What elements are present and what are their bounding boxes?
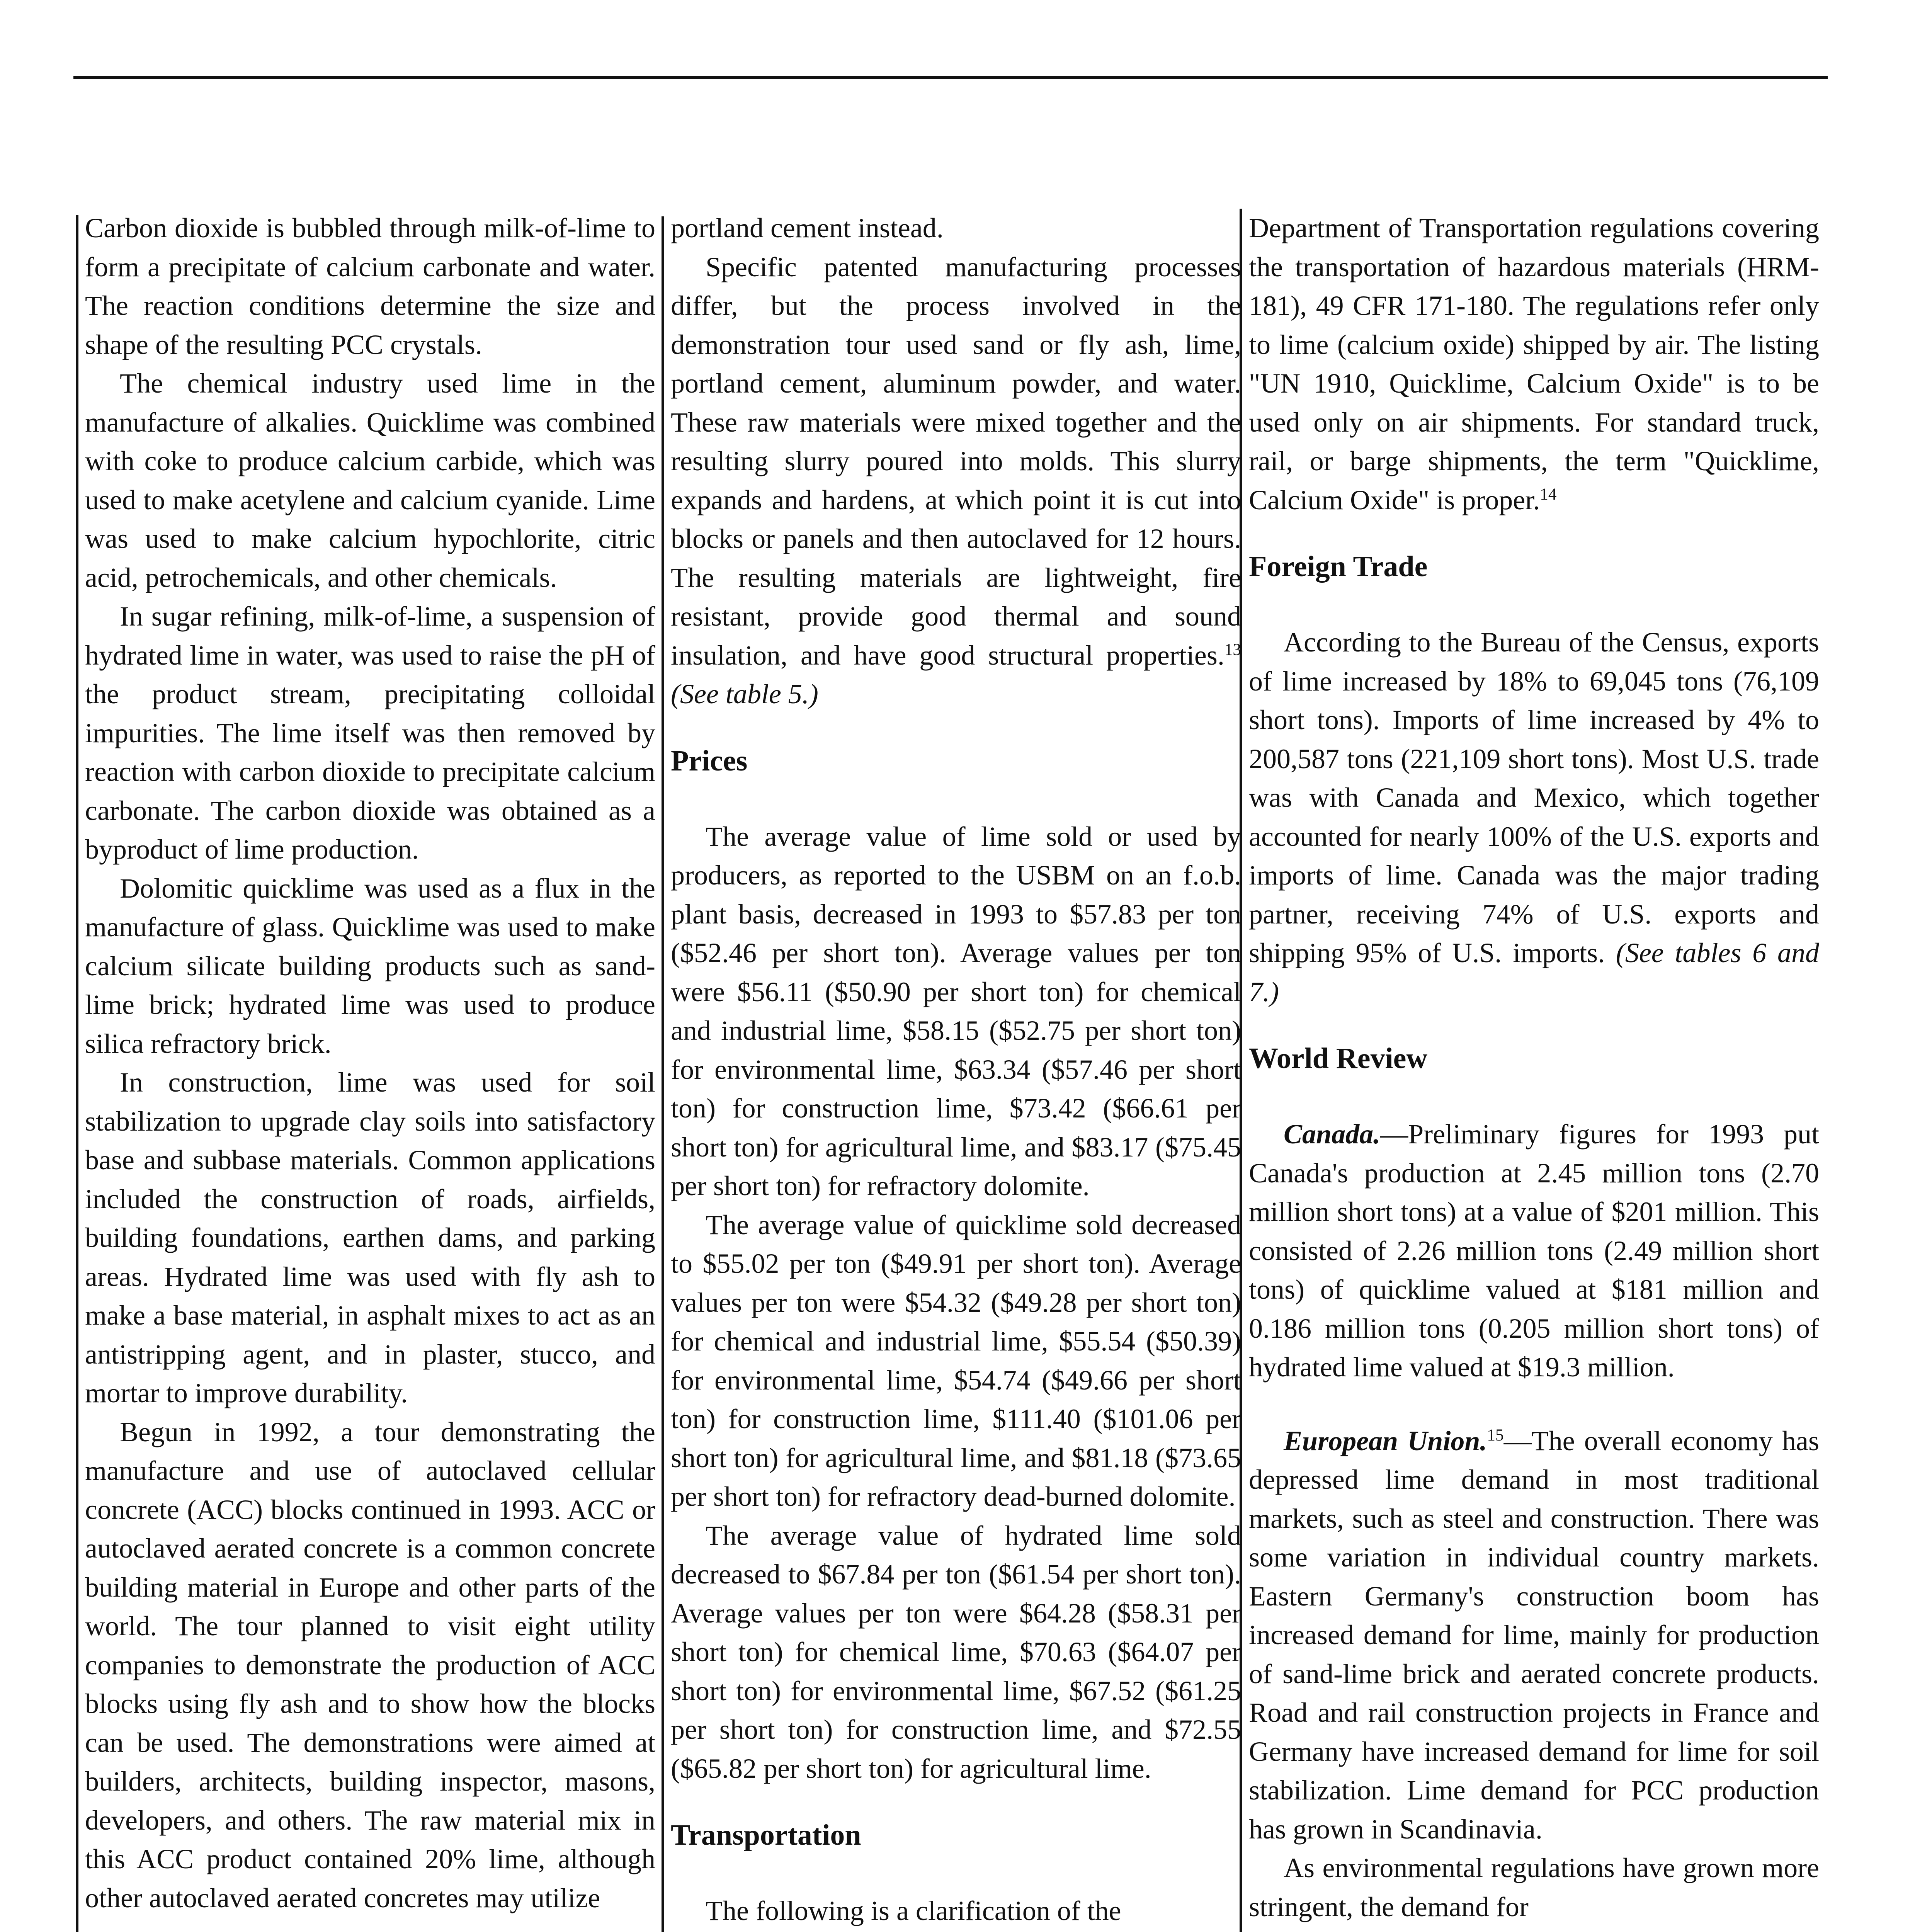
paragraph: The average value of quicklime sold decreased to $55.02 per ton ($49.91 per short ton). Average values per ton were $54.32 ($49.28 per short ton) for chemical and industrial lime, $55.54 ($50.39) for environmental lime, $54.74 ($49.66 per short ton) for construction lime, $111.40 ($101.06 per short ton) for agricultural lime, and $81.18 ($73.65 per short ton) for refractory dead-burned dolomite. (671, 1209, 1241, 1512)
country-label: Canada. (1284, 1119, 1381, 1150)
paragraph: Dolomitic quicklime was used as a flux in the manufacture of glass. Quicklime was used to make calcium silicate building products such as sand-lime brick; hydrated lime was used to produce silica refractory brick. (85, 872, 655, 1059)
column-1 (85, 209, 655, 1917)
table-reference: (See tables 6 and 7.) (1249, 937, 1820, 1007)
section-heading-foreign-trade: Foreign Trade (1249, 550, 1428, 583)
paragraph: In sugar refining, milk-of-lime, a suspension of hydrated lime in water, was used to raise the pH of the product stream, precipitating colloidal impurities. The lime itself was then removed by reaction with carbon dioxide to precipitate calcium carbonate. The carbon dioxide was obtained as a byproduct of lime production. (85, 601, 655, 865)
column-rule-left (76, 215, 78, 1932)
paragraph (1249, 209, 1819, 519)
paragraph (671, 248, 1241, 714)
top-rule (73, 76, 1828, 79)
paragraph-text: Department of Transportation regulations covering the transportation of hazardous materials (HRM-181), 49 CFR 171-180. The regulations refer only to lime (calcium oxide) shipped by air. The listing "UN 1910, Quicklime, Calcium Oxide" is to be used only on air shipments. For standard truck, rail, or barge shipments, the term "Quicklime, Calcium Oxide" is proper. (1249, 213, 1819, 515)
table-reference: (See table 5.) (671, 679, 818, 709)
region-label: European Union. (1284, 1425, 1487, 1456)
paragraph: The average value of lime sold or used by producers, as reported to the USBM on an f.o.b. plant basis, decreased in 1993 to $57.83 per ton ($52.46 per short ton). Average values per ton were $56.11 ($50.90 per short ton) for chemical and industrial lime, $58.15 ($52.75 per short ton) for environmental lime, $63.34 ($57.46 per short ton) for construction lime, $73.42 ($66.61 per short ton) for agricultural lime, and $83.17 ($75.45 per short ton) for refractory dolomite. (671, 821, 1241, 1201)
paragraph (1249, 1115, 1819, 1387)
paragraph (1249, 1422, 1819, 1849)
paragraph: Carbon dioxide is bubbled through milk-of-lime to form a precipitate of calcium carbonate and water. The reaction conditions determine the size and shape of the resulting PCC crystals. (85, 213, 655, 360)
paragraph: In construction, lime was used for soil stabilization to upgrade clay soils into satisfactory base and subbase materials. Common applications included the construction of roads, airfields, building foundations, earthen dams, and parking areas. Hydrated lime was used with fly ash to make a base material, in asphalt mixes to act as an antistripping agent, and in plaster, stucco, and mortar to improve durability. (85, 1067, 655, 1408)
footnote-ref: 14 (1540, 485, 1557, 503)
paragraph: The following is a clarification of the (706, 1895, 1121, 1926)
footnote-ref: 15 (1487, 1426, 1504, 1444)
paragraph-text: Specific patented manufacturing processes differ, but the process involved in the demonstration tour used sand or fly ash, lime, portland cement, aluminum powder, and water. These raw materials were mixed together and the resulting slurry poured into molds. This slurry expands and hardens, at which point it is cut into blocks or panels and then autoclaved for 12 hours. The resulting materials are lightweight, fire resistant, provide good thermal and sound insulation, and have good structural properties. (671, 251, 1241, 671)
paragraph-text: According to the Bureau of the Census, exports of lime increased by 18% to 69,045 tons (76,109 short tons). Imports of lime increased by 4% to 200,587 tons (221,109 short tons). Most U.S. trade was with Canada and Mexico, which together accounted for nearly 100% of the U.S. exports and imports of lime. Canada was the major trading partner, receiving 74% of U.S. exports and shipping 95% of U.S. imports. (1249, 627, 1819, 968)
spacer (1249, 1387, 1819, 1422)
section-heading-transportation: Transportation (671, 1819, 861, 1851)
column-3 (1249, 209, 1819, 1926)
paragraph: portland cement instead. (671, 213, 944, 243)
paragraph (1249, 623, 1819, 1011)
column-rule-1 (662, 216, 664, 1932)
column-2 (671, 209, 1241, 1930)
footnote-ref: 13 (1224, 640, 1241, 659)
paragraph: The average value of hydrated lime sold decreased to $67.84 per ton ($61.54 per short ton). Average values per ton were $64.28 ($58.31 per short ton) for chemical lime, $70.63 ($64.07 per short ton) for environmental lime, $67.52 ($61.25 per short ton) for construction lime, and $72.55 ($65.82 per short ton) for agricultural lime. (671, 1520, 1241, 1784)
paragraph: The chemical industry used lime in the manufacture of alkalies. Quicklime was combined with coke to produce calcium carbide, which was used to make acetylene and calcium cyanide. Lime was used to make calcium hypochlorite, citric acid, petrochemicals, and other chemicals. (85, 368, 655, 593)
paragraph-text: —The overall economy has depressed lime demand in most traditional markets, such as steel and construction. There was some variation in individual country markets. Eastern Germany's construction boom has increased demand for lime, mainly for production of sand-lime brick and aerated concrete products. Road and rail construction projects in France and Germany have increased demand for lime for soil stabilization. Lime demand for PCC production has grown in Scandinavia. (1249, 1425, 1820, 1845)
paragraph: Begun in 1992, a tour demonstrating the manufacture and use of autoclaved cellular concrete (ACC) blocks continued in 1993. ACC or autoclaved aerated concrete is a common concrete building material in Europe and other parts of the world. The tour planned to visit eight utility companies to demonstrate the production of ACC blocks using fly ash and to show how the blocks can be used. The demonstrations were aimed at builders, architects, building inspector, masons, developers, and others. The raw material mix in this ACC product contained 20% lime, although other autoclaved aerated concretes may utilize (85, 1416, 655, 1913)
section-heading-world-review: World Review (1249, 1042, 1428, 1075)
paragraph-text: —Preliminary figures for 1993 put Canada's production at 2.45 million tons (2.70 million short tons) at a value of $201 million. This consisted of 2.26 million tons (2.49 million short tons) of quicklime valued at $181 million and 0.186 million tons (0.205 million short tons) of hydrated lime valued at $19.3 million. (1249, 1119, 1819, 1383)
paragraph: As environmental regulations have grown more stringent, the demand for (1249, 1852, 1819, 1922)
section-heading-prices: Prices (671, 744, 748, 777)
